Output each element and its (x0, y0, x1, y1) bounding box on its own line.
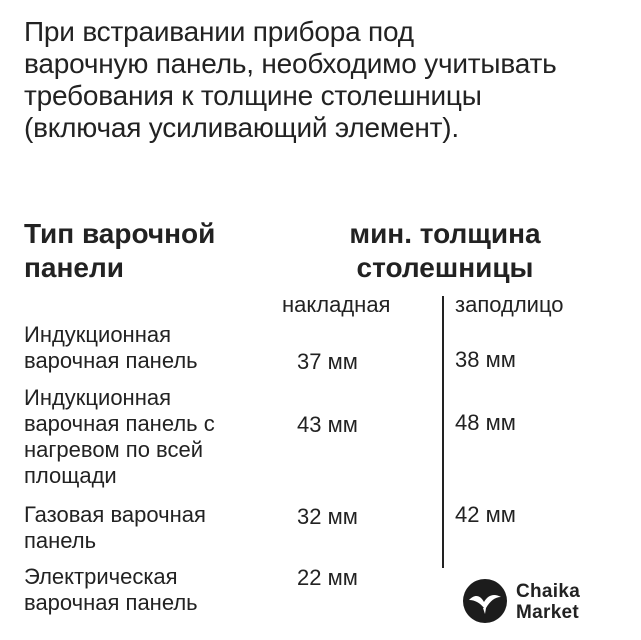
brand-logo (462, 578, 632, 630)
header-hob-type-line: панели (24, 252, 124, 283)
row-hob-name-line: Газовая варочная (24, 502, 206, 527)
intro-line: требования к толщине столешницы (24, 80, 482, 111)
row-hob-name (24, 385, 215, 489)
row-hob-name-line: площади (24, 463, 117, 488)
header-min-thickness-line: мин. толщина (349, 218, 541, 249)
brand-name-line: Chaika (516, 581, 581, 602)
intro-line: варочную панель, необходимо учитывать (24, 48, 557, 79)
header-hob-type-line: Тип варочной (24, 218, 216, 249)
intro-line: При встраивании прибора под (24, 16, 414, 47)
intro-text (24, 16, 624, 144)
brand-name (516, 581, 580, 623)
seagull-icon (462, 578, 508, 624)
row-hob-name-line: Индукционная (24, 322, 171, 347)
row-overlay-value: 43 мм (297, 412, 358, 437)
row-hob-name (24, 564, 198, 616)
column-divider (442, 296, 444, 568)
row-flush-value: 38 мм (455, 347, 516, 372)
row-hob-name-line: Электрическая (24, 564, 178, 589)
row-overlay-value: 37 мм (297, 349, 358, 374)
subheader-overlay: накладная (282, 292, 391, 317)
header-hob-type (24, 217, 215, 285)
header-min-thickness-line: столешницы (356, 252, 534, 283)
row-hob-name (24, 322, 198, 374)
brand-name-line: Market (516, 602, 580, 623)
row-hob-name-line: нагревом по всей (24, 437, 204, 462)
row-hob-name (24, 502, 206, 554)
intro-line: (включая усиливающий элемент). (24, 112, 459, 143)
row-overlay-value: 22 мм (297, 565, 358, 590)
row-flush-value: 42 мм (455, 502, 516, 527)
cut-off-value-fragment (455, 562, 485, 568)
row-overlay-value: 32 мм (297, 504, 358, 529)
header-min-thickness (290, 217, 600, 285)
subheader-flush: заподлицо (455, 292, 564, 317)
row-hob-name-line: варочная панель (24, 348, 198, 373)
row-hob-name-line: варочная панель (24, 590, 198, 615)
row-hob-name-line: Индукционная (24, 385, 171, 410)
row-flush-value: 48 мм (455, 410, 516, 435)
row-hob-name-line: панель (24, 528, 97, 553)
row-hob-name-line: варочная панель с (24, 411, 215, 436)
